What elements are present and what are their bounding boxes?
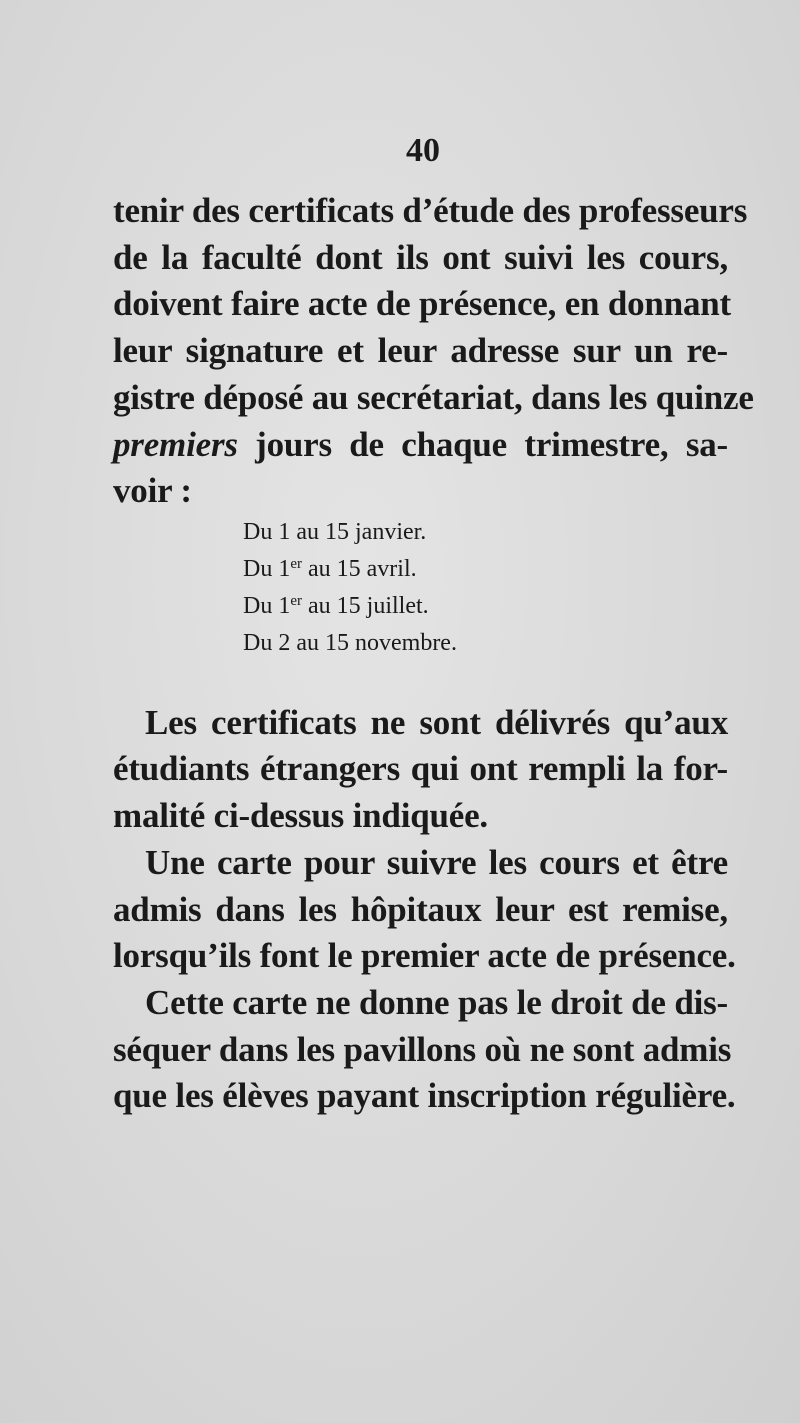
paragraph-2-line-2: étudiants étrangers qui ont rempli la for- — [113, 749, 728, 788]
date-prefix: Du 1 — [243, 519, 291, 545]
paragraph-4-line-3: que les élèves payant inscription régulière. — [113, 1076, 736, 1115]
paragraph-1-line-2: de la faculté dont ils ont suivi les cours, — [113, 238, 728, 277]
italic-word: premiers — [113, 425, 238, 464]
paragraph-4-line-1: Cette carte ne donne pas le droit de dis- — [145, 983, 728, 1022]
paragraph-1-line-5: gistre déposé au secrétariat, dans les quinze — [113, 378, 754, 417]
paragraph-1-line-3: doivent faire acte de présence, en donnant — [113, 284, 731, 323]
date-superscript: er — [290, 593, 302, 609]
date-prefix: Du 2 — [243, 630, 291, 656]
page-number: 40 — [406, 132, 440, 169]
paragraph-1-line-7: voir : — [113, 471, 192, 510]
paragraph-2-line-3: malité ci-dessus indiquée. — [113, 796, 488, 835]
paragraph-1-line-4: leur signature et leur adresse sur un re- — [113, 331, 728, 370]
paragraph-3-line-1: Une carte pour suivre les cours et être — [145, 843, 728, 882]
date-rest: au 15 novembre. — [290, 630, 457, 656]
paragraph-1-line-6 — [113, 422, 728, 468]
date-line — [243, 588, 457, 625]
date-prefix: Du 1 — [243, 556, 291, 582]
date-rest: au 15 janvier. — [290, 519, 427, 545]
date-rest: au 15 avril. — [302, 556, 417, 582]
date-line — [243, 551, 457, 588]
paragraph-1-line-1: tenir des certificats d’étude des professeurs — [113, 191, 748, 230]
date-list — [243, 514, 457, 662]
date-line — [243, 625, 457, 662]
date-rest: au 15 juillet. — [302, 593, 429, 619]
date-prefix: Du 1 — [243, 593, 291, 619]
paragraph-3-line-2: admis dans les hôpitaux leur est remise, — [113, 890, 728, 929]
paragraph-4-line-2: séquer dans les pavillons où ne sont admis — [113, 1030, 732, 1069]
paragraph-3-line-3: lorsqu’ils font le premier acte de présence. — [113, 936, 736, 975]
date-superscript: er — [290, 556, 302, 572]
date-line — [243, 514, 457, 551]
paragraph-1-line-6-rest: jours de chaque trimestre, sa- — [237, 425, 728, 464]
paragraph-2-line-1: Les certificats ne sont délivrés qu’aux — [145, 703, 728, 742]
